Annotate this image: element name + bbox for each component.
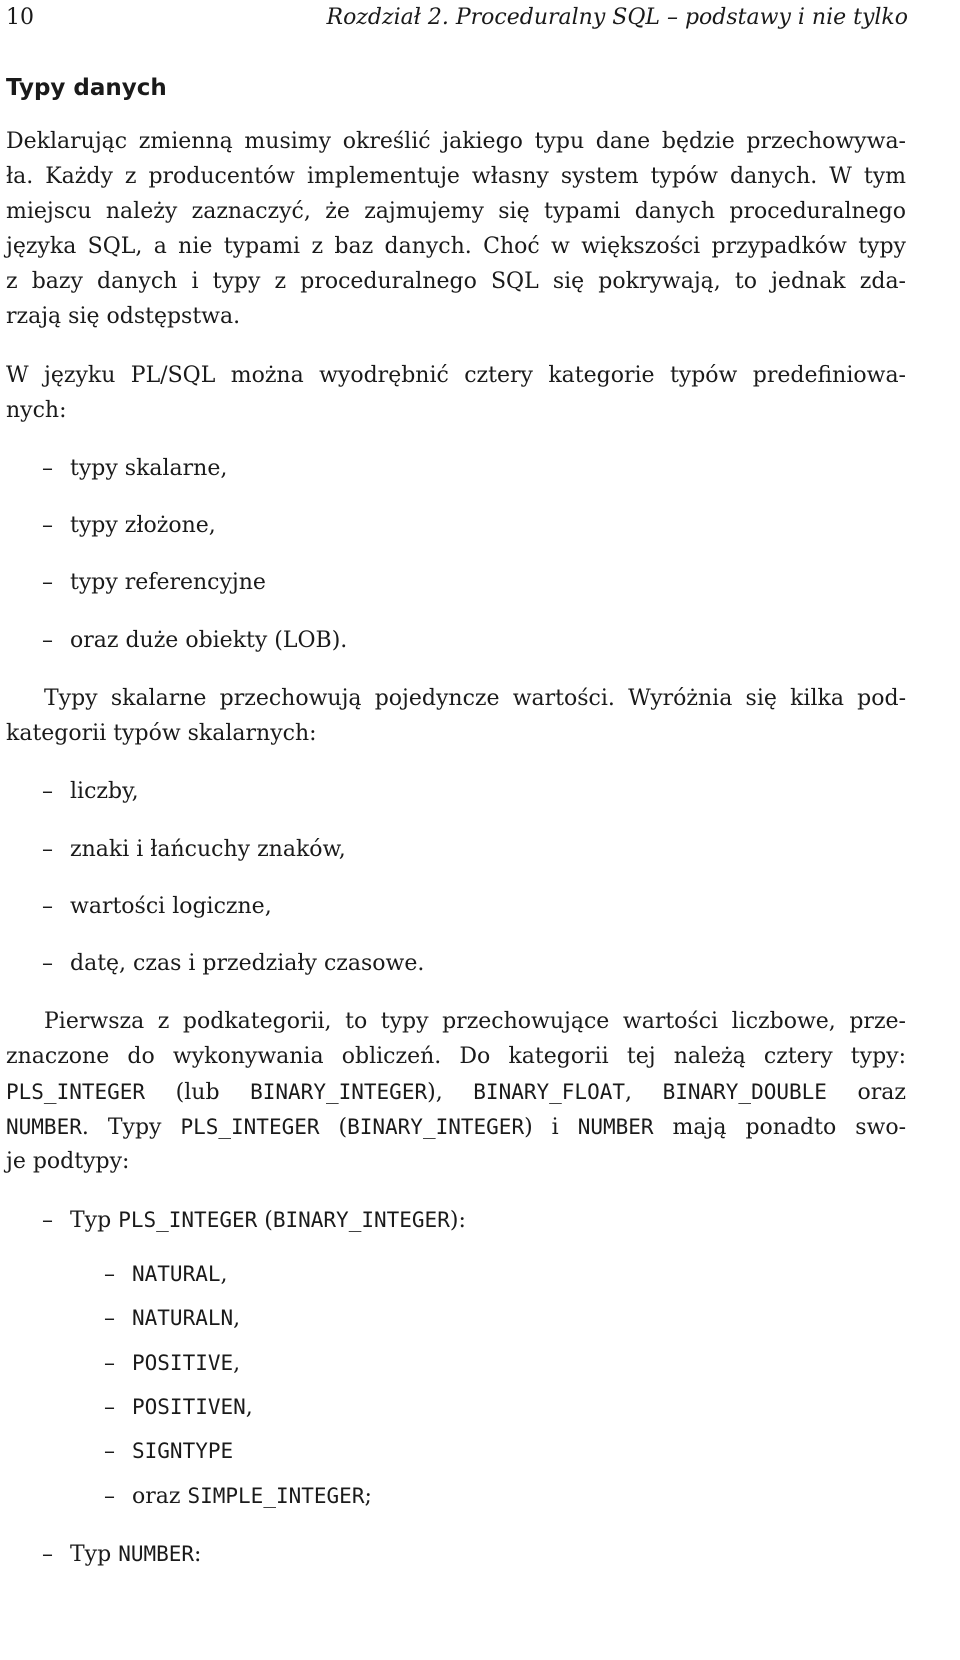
code-token: NATURALN — [132, 1306, 234, 1330]
paragraph-line: kategorii typów skalarnych: — [6, 721, 317, 746]
code-token: NUMBER — [6, 1115, 82, 1139]
paragraph-line: W języku PL/SQL można wyodrębnić cztery kategorie typów predefiniowa- — [6, 363, 906, 388]
section-heading: Typy danych — [6, 75, 167, 101]
list-item: – typy skalarne, — [42, 451, 227, 487]
dash-bullet: – — [42, 779, 53, 804]
paragraph-line: PLS_INTEGER (lub BINARY_INTEGER), BINARY_FLOAT, BINARY_DOUBLE oraz — [6, 1080, 906, 1105]
code-token: PLS_INTEGER — [180, 1115, 320, 1139]
dash-bullet: – — [42, 456, 53, 481]
paragraph-line: Typy skalarne przechowują pojedyncze wartości. Wyróżnia się kilka pod- — [44, 686, 906, 711]
paragraph-line: znaczone do wykonywania obliczeń. Do kategorii tej należą cztery typy: — [6, 1044, 906, 1069]
running-header: Rozdział 2. Proceduralny SQL – podstawy i nie tylko — [326, 5, 908, 30]
dash-bullet: – — [42, 837, 53, 862]
code-token: BINARY_INTEGER — [250, 1080, 428, 1104]
dash-bullet: – — [104, 1262, 115, 1287]
dash-bullet: – — [104, 1306, 115, 1331]
paragraph-line: języka SQL, a nie typami z baz danych. Choć w większości przypadków typy — [6, 234, 906, 259]
code-token: POSITIVEN — [132, 1395, 246, 1419]
dash-bullet: – — [104, 1484, 115, 1509]
dash-bullet: – — [42, 951, 53, 976]
code-token: SIGNTYPE — [132, 1439, 234, 1463]
dash-bullet: – — [42, 628, 53, 653]
code-token: BINARY_INTEGER — [272, 1208, 450, 1232]
dash-bullet: – — [42, 513, 53, 538]
list-item: – wartości logiczne, — [42, 889, 272, 925]
sub-list-item: – POSITIVE, — [104, 1345, 240, 1381]
page-number: 10 — [6, 5, 34, 30]
paragraph-line: Deklarując zmienną musimy określić jakiego typu dane będzie przechowywa- — [6, 129, 906, 154]
code-token: NUMBER — [577, 1115, 654, 1139]
paragraph-line: Pierwsza z podkategorii, to typy przechowujące wartości liczbowe, prze- — [44, 1009, 906, 1034]
sub-list-item — [104, 1433, 233, 1469]
dash-bullet: – — [42, 894, 53, 919]
paragraph-line: NUMBER. Typy PLS_INTEGER (BINARY_INTEGER) i NUMBER mają ponadto swo- — [6, 1115, 907, 1140]
paragraph-line: rzają się odstępstwa. — [6, 304, 241, 329]
dash-bullet: – — [42, 570, 53, 595]
code-token: BINARY_FLOAT — [473, 1080, 625, 1104]
dash-bullet: – — [42, 1208, 53, 1233]
paragraph-line: z bazy danych i typy z proceduralnego SQL się pokrywają, to jednak zda- — [6, 269, 906, 294]
dash-bullet: – — [104, 1351, 115, 1376]
sub-list-item: – oraz SIMPLE_INTEGER; — [104, 1478, 372, 1514]
paragraph-line: ła. Każdy z producentów implementuje własny system typów danych. W tym — [6, 164, 906, 189]
dash-bullet: – — [42, 1542, 53, 1567]
code-token: BINARY_DOUBLE — [662, 1080, 827, 1104]
list-item: – typy złożone, — [42, 508, 216, 544]
list-item: – liczby, — [42, 774, 139, 810]
list-item: – typy referencyjne — [42, 565, 266, 601]
code-token: POSITIVE — [132, 1351, 234, 1375]
code-token: NATURAL — [132, 1262, 221, 1286]
sub-list-item: – NATURALN, — [104, 1300, 240, 1336]
code-token: PLS_INTEGER — [118, 1208, 258, 1232]
list-item: – Typ PLS_INTEGER (BINARY_INTEGER): — [42, 1202, 466, 1238]
paragraph-line: nych: — [6, 398, 67, 423]
code-token: NUMBER — [118, 1542, 195, 1566]
paragraph-line: je podtypy: — [6, 1149, 130, 1174]
code-token: BINARY_INTEGER — [347, 1115, 525, 1139]
sub-list-item: – NATURAL, — [104, 1256, 228, 1292]
list-item: – datę, czas i przedziały czasowe. — [42, 946, 424, 982]
code-token: PLS_INTEGER — [6, 1080, 146, 1104]
sub-list-item: – POSITIVEN, — [104, 1389, 253, 1425]
code-token: SIMPLE_INTEGER — [187, 1484, 365, 1508]
dash-bullet: – — [104, 1439, 115, 1464]
list-item: – oraz duże obiekty (LOB). — [42, 623, 347, 659]
paragraph-line: miejscu należy zaznaczyć, że zajmujemy się typami danych proceduralnego — [6, 199, 906, 224]
list-item: – Typ NUMBER: — [42, 1536, 201, 1572]
list-item: – znaki i łańcuchy znaków, — [42, 832, 346, 868]
dash-bullet: – — [104, 1395, 115, 1420]
